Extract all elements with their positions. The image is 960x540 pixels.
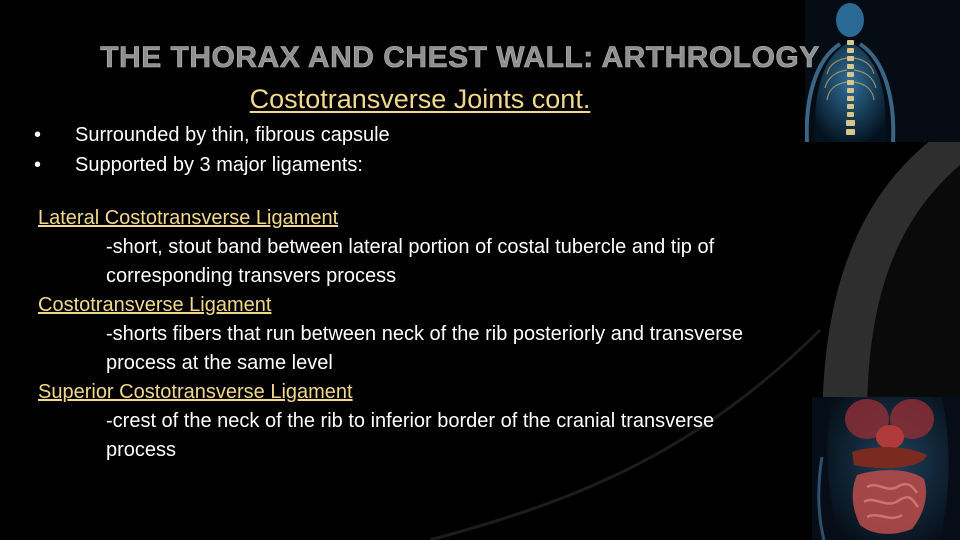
bullet-item [34,150,390,180]
bullet-icon: • [34,124,42,146]
ligament-name: Superior Costotransverse Ligament [38,381,353,403]
ligament-name: Costotransverse Ligament [38,294,272,316]
ligament-entry [38,204,798,291]
ligament-entry [38,378,798,465]
ligament-description: -shorts fibers that run between neck of the rib posteriorly and transverse process at the same level [106,323,743,374]
ligament-entry [38,291,798,378]
bullet-text: Surrounded by thin, fibrous capsule [75,124,390,146]
ligament-list [38,204,798,465]
slide-subtitle: Costotransverse Joints cont. [249,84,591,114]
slide-title: THE THORAX AND CHEST WALL: ARTHROLOGY [100,41,820,75]
spine-xray-figure [805,0,960,142]
ligament-name: Lateral Costotransverse Ligament [38,207,339,229]
ligament-description: -short, stout band between lateral portion of costal tubercle and tip of corresponding transvers process [106,236,715,287]
bullet-icon: • [34,154,42,176]
bullet-text: Supported by 3 major ligaments: [75,154,363,176]
bullet-item [34,120,390,150]
ligament-description: -crest of the neck of the rib to inferior border of the cranial transverse process [106,410,715,461]
torso-organs-figure [812,397,960,540]
bullet-list [34,120,390,180]
